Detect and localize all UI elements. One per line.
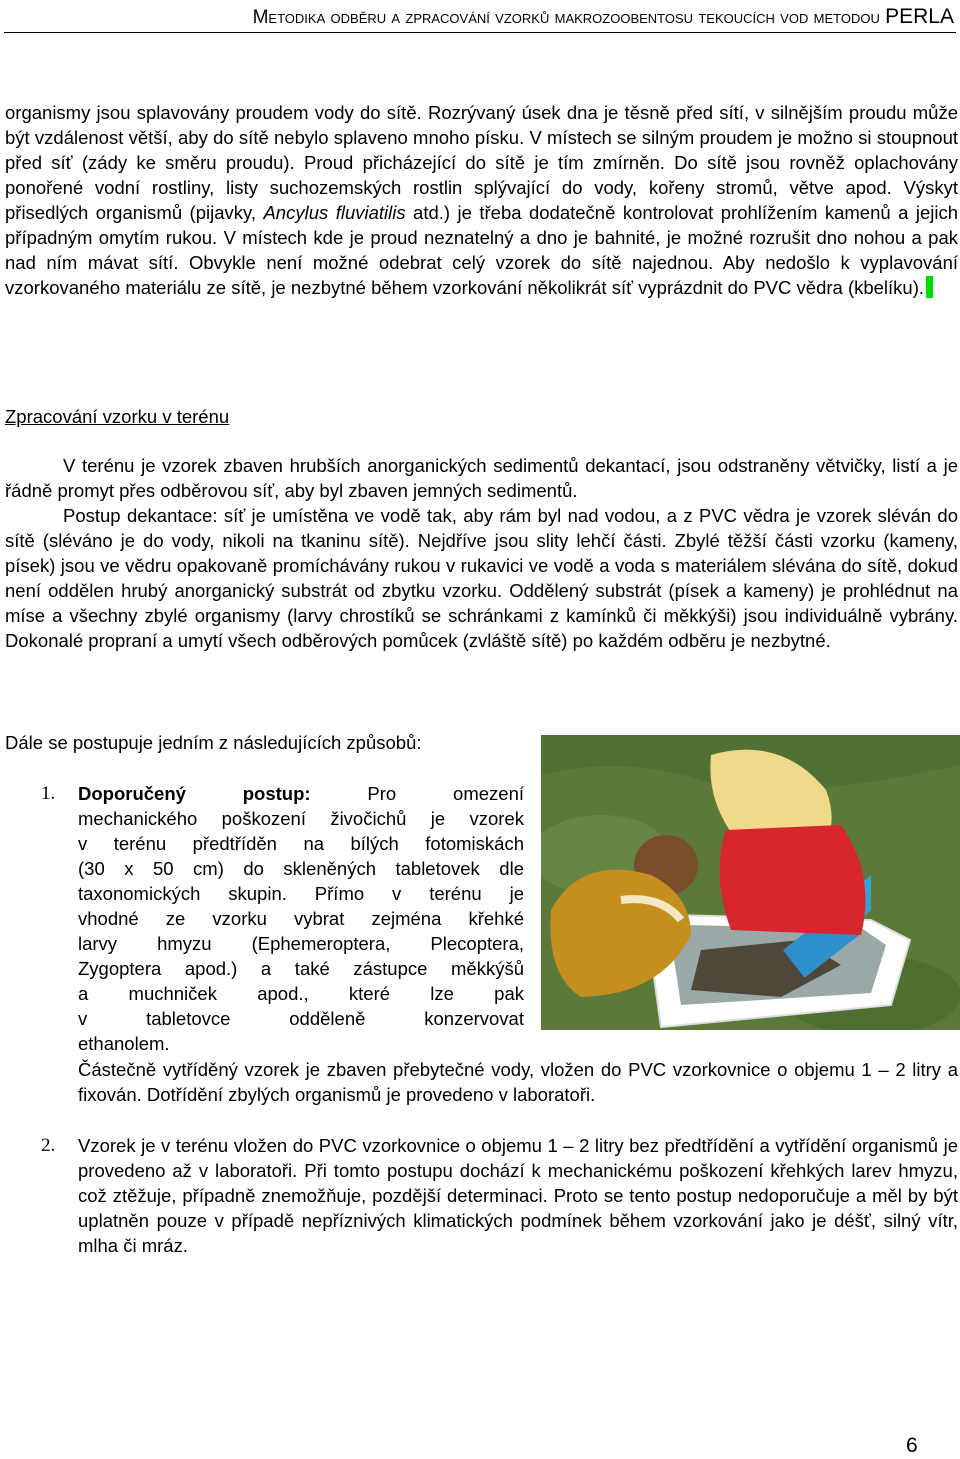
list-item-2: Vzorek je v terénu vložen do PVC vzorkovnice o objemu 1 – 2 litry bez předtřídění a vytřídění organismů je provedeno až v laboratoři. Při tomto postupu dochází k mechanickému poškození křehkých larev hmyzu, což ztěžuje, případně znemožňuje, pozdější determinaci. Proto se tento postup nedoporučuje a měl by být uplatněn pouze v případě nepříznivých klimatických podmínek během vzorkování jako je déšť, silný vítr, mlha či mráz.	[78, 1135, 958, 1256]
text-cursor	[926, 276, 933, 298]
header-brand: PERLA	[885, 5, 954, 28]
item1-line-9: a muchniček apod., které lze pak	[78, 983, 524, 1004]
item1-line-7: larvy hmyzu (Ephemeroptera, Plecoptera,	[78, 933, 524, 954]
item1-line-1: Doporučený postup: Pro omezení	[78, 783, 524, 804]
page-number: 6	[906, 1434, 918, 1457]
item1-line-6: vhodné ze vzorku vybrat zejména křehké	[78, 908, 524, 929]
list-item-1	[78, 781, 524, 1056]
item1-line-8: Zygoptera apod.) a také zástupce měkkýšů	[78, 958, 524, 979]
list-item-1-followup: Částečně vytříděný vzorek je zbaven přebytečné vody, vložen do PVC vzorkovnice o objemu 1 – 2 litry a fixován. Dotřídění zbylých organismů je provedeno v laboratoři.	[78, 1059, 958, 1105]
para1-part1: organismy jsou splavovány proudem vody do sítě. Rozrývaný úsek dna je těsně před sítí, v silnějším proudu může být vzdálenost větší, aby do sítě nebylo splaveno mnoho písku. V místech se silným proudem je možno si stoupnout před síť (zády ke směru proudu). Proud přicházející do sítě je tím zmírněn. Do sítě jsou rovněž oplachovány ponořené vodní rostliny, listy suchozemských rostlin splývající do vody, kořeny stromů, větve apod. Výskyt přisedlých organismů (pijavky,	[5, 102, 958, 223]
header-title: Metodika odběru a zpracování vzorků makrozoobentosu tekoucích vod metodou	[252, 7, 880, 28]
section-heading: Zpracování vzorku v terénu	[5, 406, 230, 427]
item1-line-10: v tabletovce odděleně konzervovat	[78, 1008, 524, 1029]
field-sorting-photo	[541, 735, 960, 1030]
item1-line-2: mechanického poškození živočichů je vzorek	[78, 808, 524, 829]
paragraph-field-processing	[5, 453, 958, 503]
item1-lead: Doporučený postup:	[78, 783, 311, 804]
species-name: Ancylus fluviatilis	[263, 202, 406, 223]
paragraph-intro: Dále se postupuje jedním z následujících způsobů:	[5, 732, 422, 753]
list-number-1: 1.	[41, 783, 56, 804]
para1-part2: atd.) je třeba dodatečně kontrolovat prohlížením kamenů a jejich případným omytím rukou. V místech kde je proud neznatelný a dno je bahnité, je možné rozrušit dno nohou a pak nad ním mávat sítí. Obvykle není možné odebrat celý vzorek do sítě najednou. Aby nedošlo k vyplavování vzorkovaného materiálu ze sítě, je nezbytné během vzorkování několikrát síť vyprázdnit do PVC vědra (kbelíku).	[5, 202, 959, 298]
para2-text: V terénu je vzorek zbaven hrubších anorganických sedimentů dekantací, jsou odstraněny větvičky, listí a je řádně promyt přes odběrovou síť, aby byl zbaven jemných sedimentů.	[5, 455, 958, 501]
photo-illustration	[541, 735, 960, 1030]
item1-line-4: (30 x 50 cm) do skleněných tabletovek dle	[78, 858, 524, 879]
paragraph-decantation	[5, 503, 958, 653]
running-header	[0, 4, 954, 31]
header-rule	[4, 32, 956, 33]
item1-line-11: ethanolem.	[78, 1033, 170, 1054]
para3-text: Postup dekantace: síť je umístěna ve vodě tak, aby rám byl nad vodou, a z PVC vědra je vzorek sléván do sítě (sléváno je do vody, nikoli na tkaninu sítě). Nejdříve jsou slity lehčí části. Zbylé těžší části vzorku (kameny, písek) jsou ve vědru opakovaně promíchávány rukou v rukavici ve vodě a voda s materiálem slévána do sítě, dokud není oddělen hrubý anorganický substrát od zbytku vzorku. Oddělený substrát (písek a kameny) je prohlédnut na míse a všechny zbylé organismy (larvy chrostíků se schránkami z kamínků či měkkýši) jsou individuálně vybrány. Dokonalé propraní a umytí všech odběrových pomůcek (zvláště sítě) po každém odběru je nezbytné.	[5, 505, 958, 651]
paragraph-sampling	[5, 100, 958, 300]
item1-line-5: taxonomických skupin. Přímo v terénu je	[78, 883, 524, 904]
list-number-2: 2.	[41, 1135, 56, 1156]
item1-line-3: v terénu předtříděn na bílých fotomiskách	[78, 833, 524, 854]
